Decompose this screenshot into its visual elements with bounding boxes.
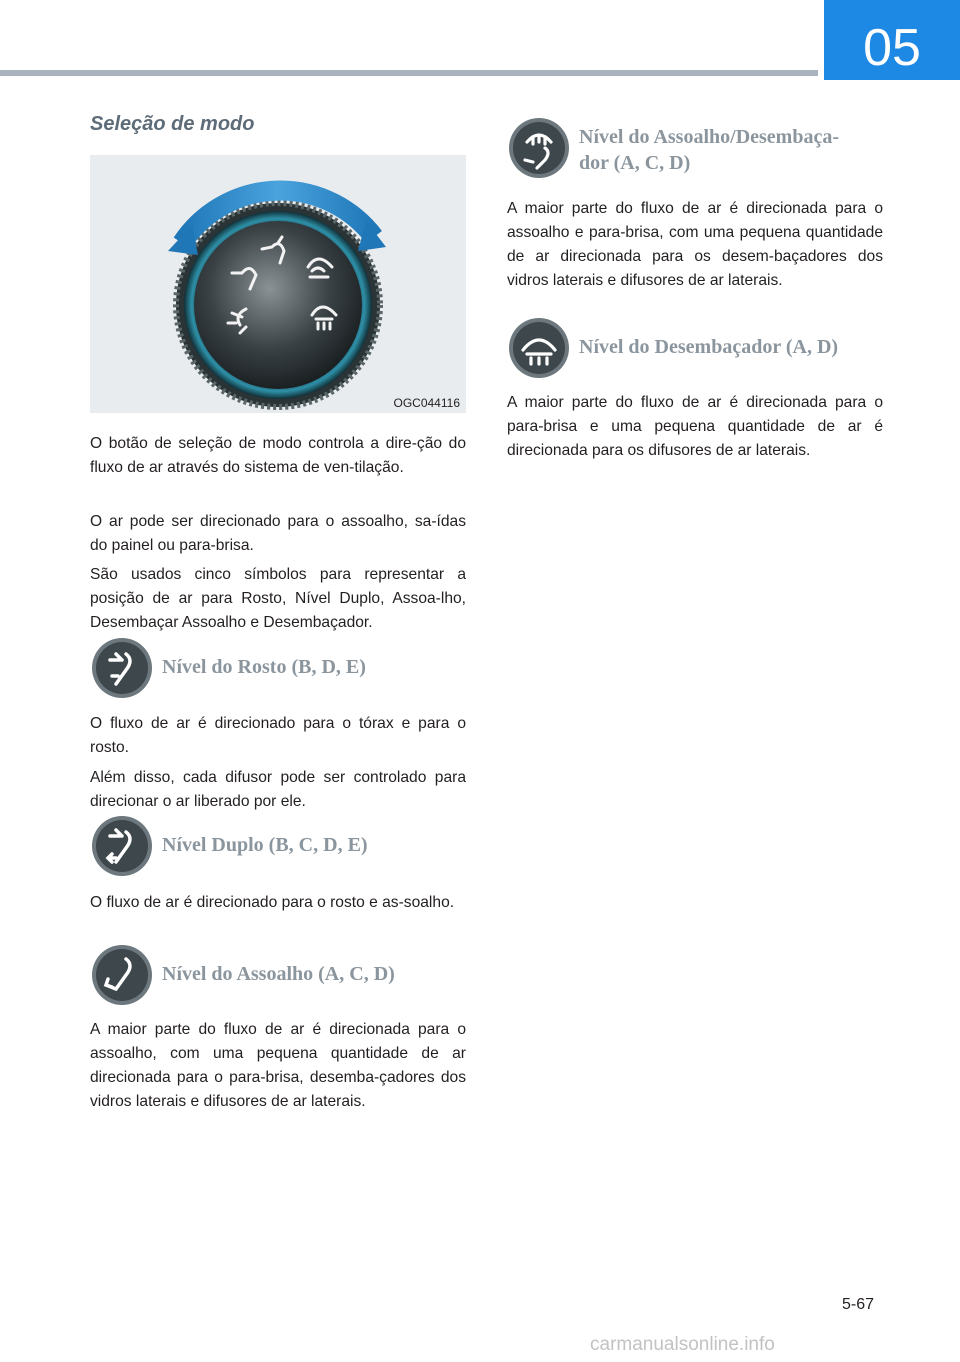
- defrost-icon: [507, 316, 571, 380]
- mode-title-floor: Nível do Assoalho (A, C, D): [162, 963, 395, 985]
- mode-paragraph-floor-defrost: A maior parte do fluxo de ar é direcionada para o assoalho e para-brisa, com uma pequena quantidade de ar direcionada para os desem-baçadores dos vidros laterais e difusores de ar laterais.: [507, 200, 883, 289]
- header-rule: [0, 70, 818, 76]
- face-vent-icon: [90, 636, 154, 700]
- intro-paragraph: O botão de seleção de modo controla a dire-ção do fluxo de ar através do sistema de ven-tilação.: [90, 435, 466, 476]
- mode-knob-figure: [90, 155, 466, 413]
- section-title: Seleção de modo: [90, 113, 255, 135]
- mode-title-face: Nível do Rosto (B, D, E): [162, 656, 366, 678]
- watermark: carmanualsonline.info: [590, 1334, 775, 1355]
- mode-paragraph-bilevel: O fluxo de ar é direcionado para o rosto e as-soalho.: [90, 894, 455, 911]
- mode-paragraph-face: Além disso, cada difusor pode ser controlado para direcionar o ar liberado por ele.: [90, 769, 466, 810]
- figure-code: OGC044116: [393, 396, 460, 410]
- chapter-tab: 05: [824, 0, 960, 80]
- page-number: 5-67: [842, 1296, 875, 1313]
- mode-title-defrost: Nível do Desembaçador (A, D): [579, 336, 839, 358]
- mode-paragraph-face: O fluxo de ar é direcionado para o tórax e para o rosto.: [90, 715, 466, 756]
- intro-paragraph: O ar pode ser direcionado para o assoalho, sa-ídas do painel ou para-brisa.: [90, 513, 466, 554]
- bilevel-vent-icon: [90, 814, 154, 878]
- mode-paragraph-floor: A maior parte do fluxo de ar é direcionada para o assoalho, com uma pequena quantidade de ar direcionada para o para-brisa, desemba-çadores dos vidros laterais e difusores de ar laterais.: [90, 1021, 466, 1110]
- mode-title-floor-defrost-line1: Nível do Assoalho/Desembaça-: [579, 126, 839, 148]
- mode-title-floor-defrost: [579, 124, 879, 176]
- mode-title-floor-defrost-line2: dor (A, C, D): [579, 152, 691, 174]
- mode-title-bilevel: Nível Duplo (B, C, D, E): [162, 834, 368, 856]
- floor-vent-icon: [90, 943, 154, 1007]
- mode-paragraph-defrost: A maior parte do fluxo de ar é direcionada para o para-brisa e uma pequena quantidade de ar é direcionada para os difusores de ar laterais.: [507, 394, 883, 459]
- intro-paragraph: São usados cinco símbolos para representar a posição de ar para Rosto, Nível Duplo, Assoa-lho, Desembaçar Assoalho e Desembaçador.: [90, 566, 466, 631]
- floor-defrost-icon: [507, 116, 571, 180]
- mode-knob-illustration: [90, 155, 466, 413]
